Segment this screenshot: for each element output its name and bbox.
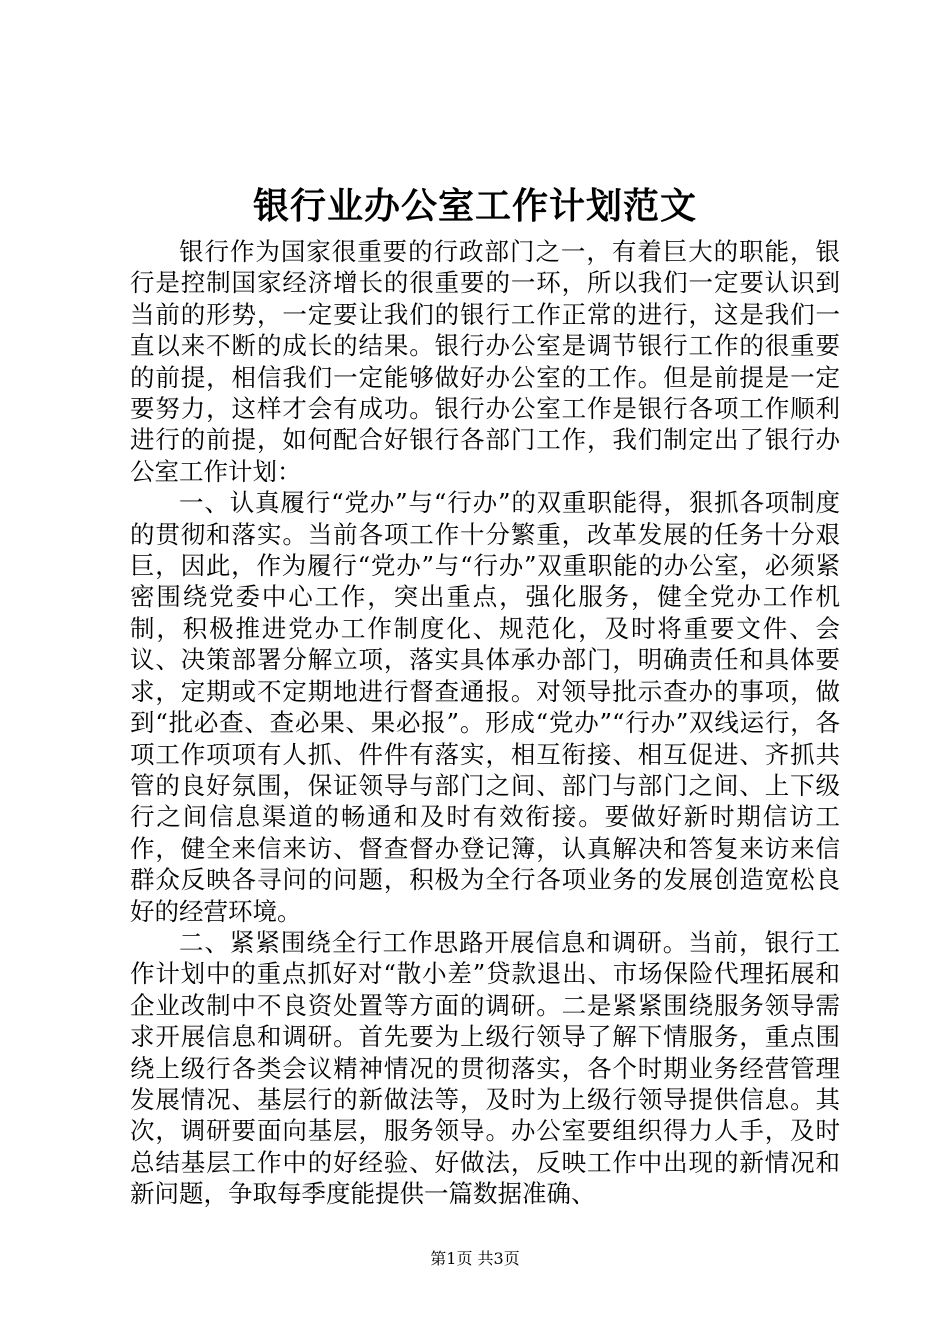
paragraph-intro: 银行作为国家很重要的行政部门之一，有着巨大的职能，银行是控制国家经济增长的很重要的一环，所以我们一定要认识到当前的形势，一定要让我们的银行工作正常的进行，这是我们一直以来不断的成长的结果。银行办公室是调节银行工作的很重要的前提，相信我们一定能够做好办公室的工作。但是前提是一定要努力，这样才会有成功。银行办公室工作是银行各项工作顺利进行的前提，如何配合好银行各部门工作，我们制定出了银行办公室工作计划： — [130, 237, 840, 486]
document-title: 银行业办公室工作计划范文 — [252, 185, 697, 227]
paragraph-section-two: 二、紧紧围绕全行工作思路开展信息和调研。当前，银行工作计划中的重点抓好对“散小差”贷款退出、市场保险代理拓展和企业改制中不良资处置等方面的调研。二是紧紧围绕服务领导需求开展信息和调研。首先要为上级行领导了解下情服务，重点围绕上级行各类会议精神情况的贯彻落实，各个时期业务经营管理发展情况、基层行的新做法等，及时为上级行领导提供信息。其次，调研要面向基层，服务领导。办公室要组织得力人手，及时总结基层工作中的好经验、好做法，反映工作中出现的新情况和新问题，争取每季度能提供一篇数据准确、 — [130, 927, 840, 1209]
document-body — [130, 236, 840, 1210]
page-number-footer: 第1页 共3页 — [430, 1249, 520, 1268]
paragraph-section-one: 一、认真履行“党办”与“行办”的双重职能得，狠抓各项制度的贯彻和落实。当前各项工作十分繁重，改革发展的任务十分艰巨，因此，作为履行“党办”与“行办”双重职能的办公室，必须紧密围绕党委中心工作，突出重点，强化服务，健全党办工作机制，积极推进党办工作制度化、规范化，及时将重要文件、会议、决策部署分解立项，落实具体承办部门，明确责任和具体要求，定期或不定期地进行督查通报。对领导批示查办的事项，做到“批必查、查必果、果必报”。形成“党办”“行办”双线运行，各项工作项项有人抓、件件有落实，相互衔接、相互促进、齐抓共管的良好氛围，保证领导与部门之间、部门与部门之间、上下级行之间信息渠道的畅通和及时有效衔接。要做好新时期信访工作，健全来信来访、督查督办登记簿，认真解决和答复来访来信群众反映各寻问的问题，积极为全行各项业务的发展创造宽松良好的经营环境。 — [130, 488, 840, 926]
